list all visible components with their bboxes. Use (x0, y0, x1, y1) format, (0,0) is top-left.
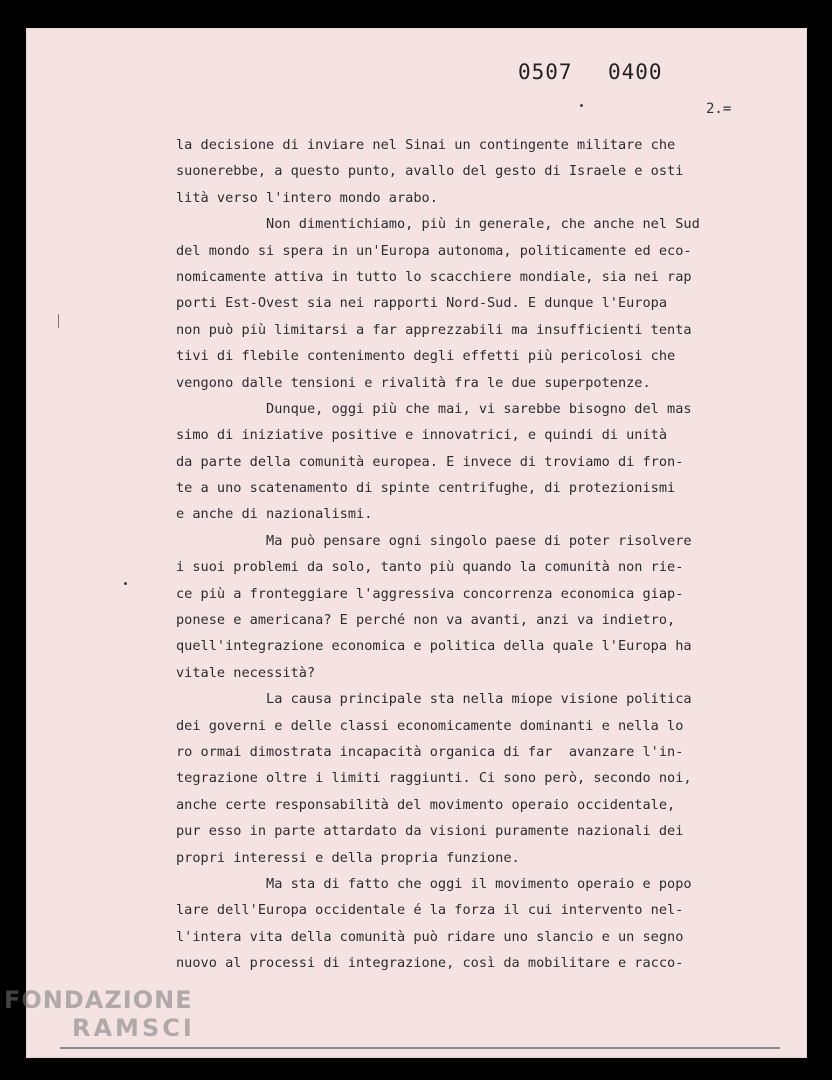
margin-mark (58, 314, 59, 328)
text-line: La causa principale sta nella miope visione politica (176, 691, 692, 708)
text-line: ce più a fronteggiare l'aggressiva concorrenza economica giap- (176, 585, 684, 602)
text-line: te a uno scatenamento di spinte centrifughe, di protezionismi (176, 480, 676, 497)
text-line: dei governi e delle classi economicamente dominanti e nella lo (176, 717, 684, 734)
text-line: porti Est-Ovest sia nei rapporti Nord-Sud. E dunque l'Europa (176, 295, 668, 312)
text-line: non può più limitarsi a far apprezzabili ma insufficienti tenta (176, 321, 692, 338)
text-line: simo di iniziative positive e innovatrici, e quindi di unità (176, 427, 668, 444)
bottom-rule (60, 1047, 780, 1049)
text-line: Ma può pensare ogni singolo paese di poter risolvere (176, 532, 692, 549)
text-line: lare dell'Europa occidentale é la forza il cui intervento nel- (176, 902, 684, 919)
text-line: pur esso in parte attardato da visioni puramente nazionali dei (176, 823, 684, 840)
archive-number-right: 0400 (608, 60, 663, 84)
text-line: vitale necessità? (176, 664, 316, 681)
text-line: ponese e americana? E perché non va avanti, anzi va indietro, (176, 612, 676, 629)
text-line: Non dimentichiamo, più in generale, che anche nel Sud (176, 216, 700, 233)
typewritten-text (176, 132, 766, 977)
text-line: suonerebbe, a questo punto, avallo del gesto di Israele e osti (176, 163, 684, 180)
archive-number-left: 0507 (518, 60, 573, 84)
text-line: la decisione di inviare nel Sinai un contingente militare che (176, 137, 676, 153)
text-line: lità verso l'intero mondo arabo. (176, 189, 438, 206)
text-line: tivi di flebile contenimento degli effetti più pericolosi che (176, 348, 676, 365)
text-line: Dunque, oggi più che mai, vi sarebbe bisogno del mas (176, 400, 692, 417)
ink-speck (124, 582, 127, 585)
text-line: quell'integrazione economica e politica della quale l'Europa ha (176, 638, 692, 655)
text-line: da parte della comunità europea. E invece di troviamo di fron- (176, 453, 684, 470)
text-line: i suoi problemi da solo, tanto più quando la comunità non rie- (176, 559, 684, 576)
text-line: nomicamente attiva in tutto lo scacchiere mondiale, sia nei rap (176, 268, 692, 285)
text-line: vengono dalle tensioni e rivalità fra le due superpotenze. (176, 374, 651, 391)
ink-speck (580, 104, 583, 107)
text-line: anche certe responsabilità del movimento operaio occidentale, (176, 796, 676, 813)
text-line: ro ormai dimostrata incapacità organica di far avanzare l'in- (176, 743, 684, 760)
text-line: nuovo al processi di integrazione, così da mobilitare e racco- (176, 955, 684, 972)
text-line: propri interessi e della propria funzione. (176, 849, 520, 866)
page-number: 2.= (706, 101, 732, 117)
text-line: l'intera vita della comunità può ridare uno slancio e un segno (176, 928, 684, 945)
text-line: tegrazione oltre i limiti raggiunti. Ci sono però, secondo noi, (176, 770, 692, 787)
text-line: Ma sta di fatto che oggi il movimento operaio e popo (176, 875, 692, 892)
text-line: e anche di nazionalismi. (176, 506, 373, 523)
text-line: del mondo si spera in un'Europa autonoma, politicamente ed eco- (176, 242, 692, 259)
watermark-logo: FONDAZIONE RAMSCI (4, 986, 195, 1042)
